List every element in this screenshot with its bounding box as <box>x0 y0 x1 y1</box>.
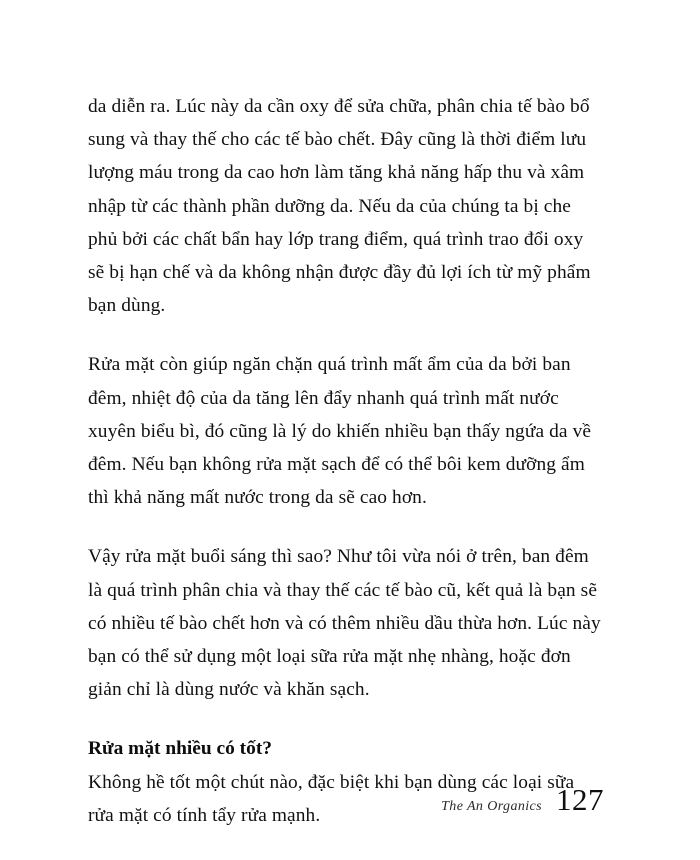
section-body: Không hề tốt một chút nào, đặc biệt khi bạn dùng các loại sữa rửa mặt có tính tẩy rửa mạnh. <box>88 771 575 826</box>
paragraph-2: Rửa mặt còn giúp ngăn chặn quá trình mất ẩm của da bởi ban đêm, nhiệt độ của da tăng lên đẩy nhanh quá trình mất nước xuyên biểu bì, đó cũng là lý do khiến nhiều bạn thấy ngứa da về đêm. Nếu bạn không rửa mặt sạch để có thể bôi kem dưỡng ẩm thì khả năng mất nước trong da sẽ cao hơn. <box>88 354 592 509</box>
paragraph-3: Vậy rửa mặt buổi sáng thì sao? Như tôi vừa nói ở trên, ban đêm là quá trình phân chia và thay thế các tế bào cũ, kết quả là bạn sẽ có nhiều tế bào chết hơn và có thêm nhiều dầu thừa hơn. Lúc này bạn có thể sử dụng một loại sữa rửa mặt nhẹ nhàng, hoặc đơn giản chỉ là dùng nước và khăn sạch. <box>88 546 601 701</box>
page-number: 127 <box>556 782 604 817</box>
paragraph-1: da diễn ra. Lúc này da cần oxy để sửa chữa, phân chia tế bào bổ sung và thay thế cho các tế bào chết. Đây cũng là thời điểm lưu lượng máu trong da cao hơn làm tăng khả năng hấp thu và xâm nhập từ các thành phần dưỡng da. Nếu da của chúng ta bị che phủ bởi các chất bẩn hay lớp trang điểm, quá trình trao đổi oxy sẽ bị hạn chế và da không nhận được đầy đủ lợi ích từ mỹ phẩm bạn dùng. <box>88 96 591 317</box>
page-footer <box>441 782 604 818</box>
section-heading: Rửa mặt nhiều có tốt? <box>88 738 272 760</box>
brand-name: The An Organics <box>441 799 542 814</box>
